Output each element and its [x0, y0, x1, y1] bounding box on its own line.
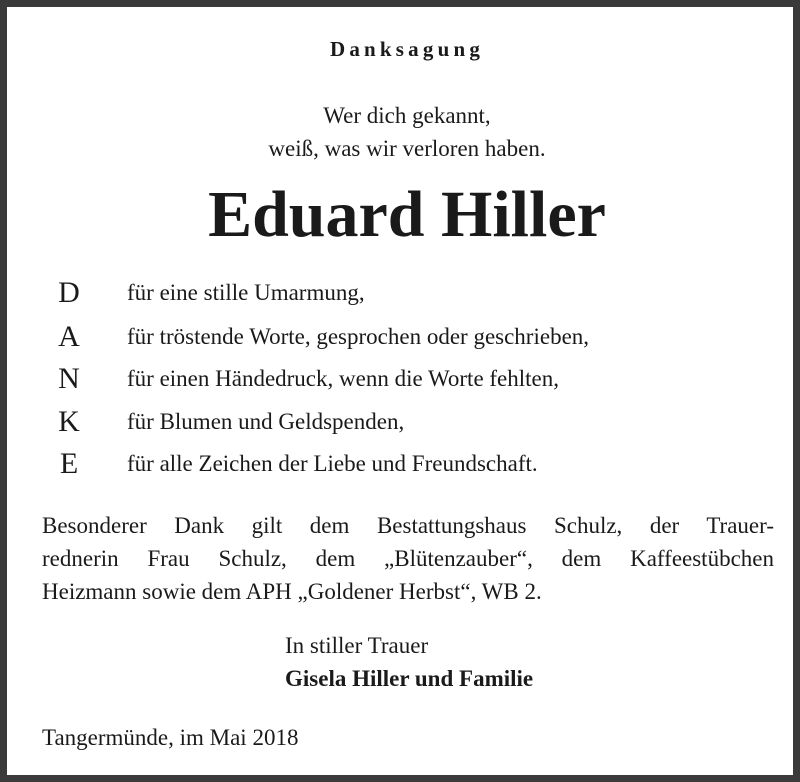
danke-letter: E	[59, 447, 79, 480]
danke-letter: K	[58, 405, 80, 438]
mourning-label: In stiller Trauer	[285, 633, 429, 658]
special-thanks-paragraph	[42, 509, 774, 608]
memorial-quote	[7, 99, 800, 165]
special-thanks-line: rednerin Frau Schulz, dem „Blütenzauber“, dem Kaffeestübchen	[42, 546, 774, 571]
danke-row	[7, 402, 800, 442]
danke-row	[7, 317, 800, 357]
quote-line-2: weiß, was wir verloren haben.	[268, 136, 546, 161]
quote-line-1: Wer dich gekannt,	[323, 103, 491, 128]
danke-text: für Blumen und Geldspenden,	[127, 409, 405, 434]
danke-text: für alle Zeichen der Liebe und Freundschaft.	[127, 451, 538, 476]
danke-letter: A	[58, 320, 80, 353]
danke-row	[7, 444, 800, 484]
place-date: Tangermünde, im Mai 2018	[42, 725, 299, 750]
deceased-name: Eduard Hiller	[208, 178, 606, 251]
special-thanks-line: Besonderer Dank gilt dem Bestattungshaus Schulz, der Trauer-	[42, 513, 774, 538]
danke-row	[7, 273, 800, 313]
danke-letter: D	[58, 276, 80, 309]
notice-heading: Danksagung	[329, 37, 485, 61]
danke-row	[7, 359, 800, 399]
danke-text: für einen Händedruck, wenn die Worte fehlten,	[127, 366, 560, 391]
danke-letter: N	[58, 362, 80, 395]
signers: Gisela Hiller und Familie	[285, 666, 534, 691]
danke-text: für eine stille Umarmung,	[127, 280, 365, 305]
signature-block	[285, 629, 533, 695]
danke-text: für tröstende Worte, gesprochen oder geschrieben,	[127, 324, 590, 349]
special-thanks-line: Heizmann sowie dem APH „Goldener Herbst“, WB 2.	[42, 579, 542, 604]
